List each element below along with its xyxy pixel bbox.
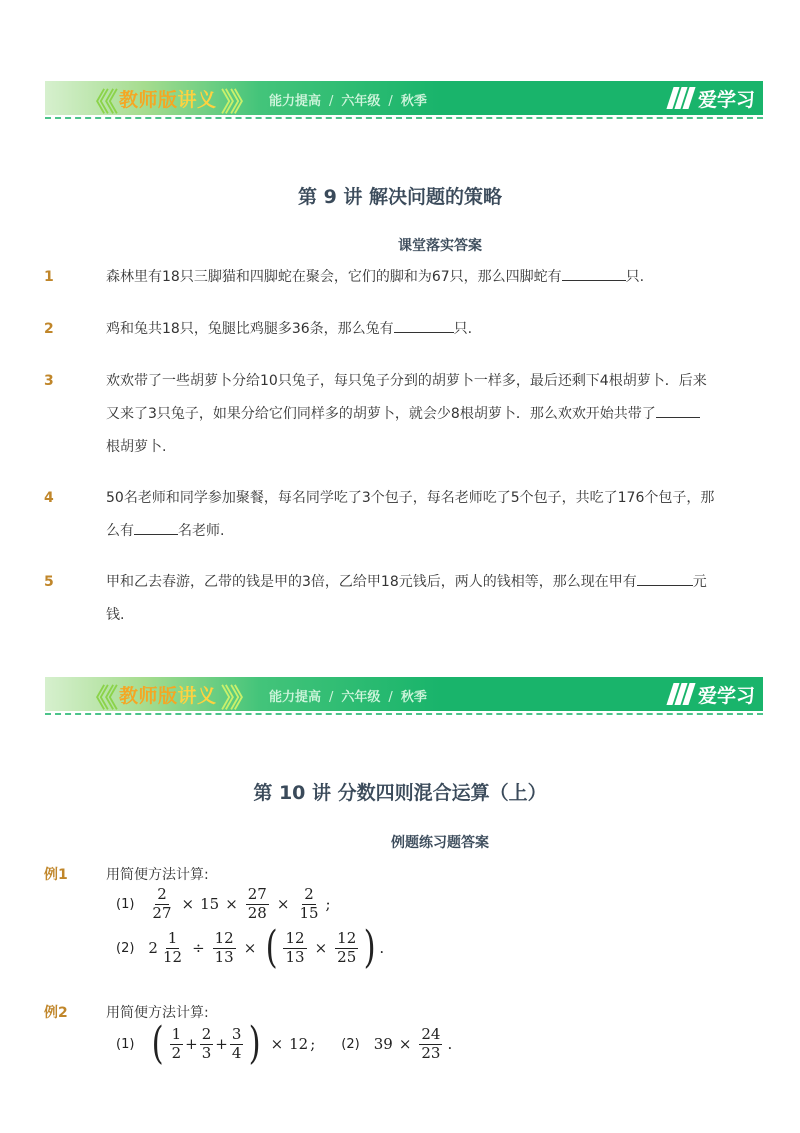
- item-label: (2): [116, 940, 135, 956]
- header-divider: [45, 713, 763, 715]
- fraction: $\frac{2}{27}$: [152, 885, 172, 922]
- item-label: (2): [341, 1036, 360, 1052]
- breadcrumb-grade: 六年级: [341, 690, 381, 705]
- breadcrumb: 能力提高 / 六年级 / 秋季: [269, 94, 427, 109]
- fraction: $\frac{1}{12}$: [162, 928, 183, 966]
- answer-blank: [637, 571, 693, 586]
- fraction: $\frac{27}{28}$: [247, 885, 267, 922]
- question-number: 4: [44, 490, 54, 506]
- brand-name: 爱学习: [697, 88, 755, 111]
- fraction: $\frac{2}{15}$: [299, 885, 319, 922]
- fraction: $\frac{12}{13}$: [214, 928, 234, 966]
- example-prompt: 用简便方法计算:: [106, 867, 209, 883]
- double-chevron-left-icon: 《《: [83, 684, 115, 714]
- brand-mark-icon: [670, 683, 692, 705]
- breadcrumb-term: 秋季: [400, 690, 427, 705]
- breadcrumb-level: 能力提高: [269, 94, 322, 109]
- question-text: 甲和乙去春游，乙带的钱是甲的3倍，乙给甲18元钱后，两人的钱相等，那么现在甲有 元钱.: [106, 566, 718, 632]
- example-prompt: 用简便方法计算:: [106, 1005, 209, 1021]
- fraction: $\frac{12}{13}$: [285, 928, 305, 966]
- question-text: 欢欢带了一些胡萝卜分给10只兔子，每只兔子分到的胡萝卜一样多，最后还剩下4根胡萝卜．后来又来了3只兔子，如果分给它们同样多的胡萝卜，就会少8根胡萝卜．那么欢欢开始共带了 根胡萝卜.: [106, 373, 707, 455]
- item-label: (1): [116, 896, 135, 912]
- brand-logo: [670, 680, 755, 708]
- brand-name: 爱学习: [697, 684, 755, 707]
- double-chevron-right-icon: 》》: [221, 88, 253, 118]
- fraction: $\frac{12}{25}$: [337, 928, 357, 966]
- brand-logo: [670, 84, 755, 112]
- teacher-edition-tag: 教师版讲义: [119, 89, 217, 111]
- header-banner: [45, 81, 763, 118]
- breadcrumb-level: 能力提高: [269, 690, 322, 705]
- question-number: 3: [44, 373, 54, 389]
- teacher-edition-tag: 教师版讲义: [119, 685, 217, 707]
- fraction: $\frac{3}{4}$: [231, 1024, 242, 1062]
- header-banner: [45, 677, 763, 714]
- double-chevron-left-icon: 《《: [83, 88, 115, 118]
- answer-blank: [134, 520, 178, 535]
- question-number: 5: [44, 574, 54, 590]
- question-number: 2: [44, 321, 54, 337]
- question-text: 50名老师和同学参加聚餐，每名同学吃了3个包子，每名老师吃了5个包子，共吃了176个包子，那么有 名老师.: [106, 490, 715, 539]
- math-expression: (1) ( $\frac{1}{2}$ + $\frac{2}{3}$ + $\frac{3}{4}$ ) × 12 ; (2) 39 × $\frac{24}{23}$ .: [116, 1018, 453, 1069]
- item-label: (1): [116, 1036, 135, 1052]
- question-text: 森林里有18只三脚猫和四脚蛇在聚会，它们的脚和为67只，那么四脚蛇有 只.: [106, 261, 718, 294]
- math-expression: (2) 2 $\frac{1}{12}$ ÷ $\frac{12}{13}$ × ( $\frac{12}{13}$ × $\frac{12}{25}$ ) .: [116, 922, 385, 973]
- breadcrumb-grade: 六年级: [341, 94, 381, 109]
- lesson10-title: 第 10 讲 分数四则混合运算（上）: [253, 782, 547, 804]
- fraction: $\frac{24}{23}$: [421, 1024, 441, 1062]
- lesson9-subtitle: 课堂落实答案: [398, 238, 482, 254]
- header-divider: [45, 117, 763, 119]
- fraction: $\frac{2}{3}$: [201, 1024, 212, 1062]
- question-number: 1: [44, 269, 54, 285]
- answer-blank: [656, 403, 700, 418]
- example-number: 例1: [44, 867, 68, 883]
- answer-blank: [394, 318, 454, 333]
- breadcrumb-term: 秋季: [400, 94, 427, 109]
- answer-blank: [562, 266, 626, 281]
- fraction: $\frac{1}{2}$: [171, 1024, 182, 1062]
- question-text: 鸡和兔共18只，兔腿比鸡腿多36条，那么兔有 只.: [106, 313, 718, 346]
- double-chevron-right-icon: 》》: [221, 684, 253, 714]
- breadcrumb: 能力提高 / 六年级 / 秋季: [269, 690, 427, 705]
- brand-mark-icon: [670, 87, 692, 109]
- lesson9-title: 第 9 讲 解决问题的策略: [297, 186, 503, 208]
- math-expression: (1) $\frac{2}{27}$ × 15 × $\frac{27}{28}$ × $\frac{2}{15}$ ;: [116, 885, 331, 922]
- lesson10-subtitle: 例题练习题答案: [391, 835, 489, 851]
- example-number: 例2: [44, 1005, 68, 1021]
